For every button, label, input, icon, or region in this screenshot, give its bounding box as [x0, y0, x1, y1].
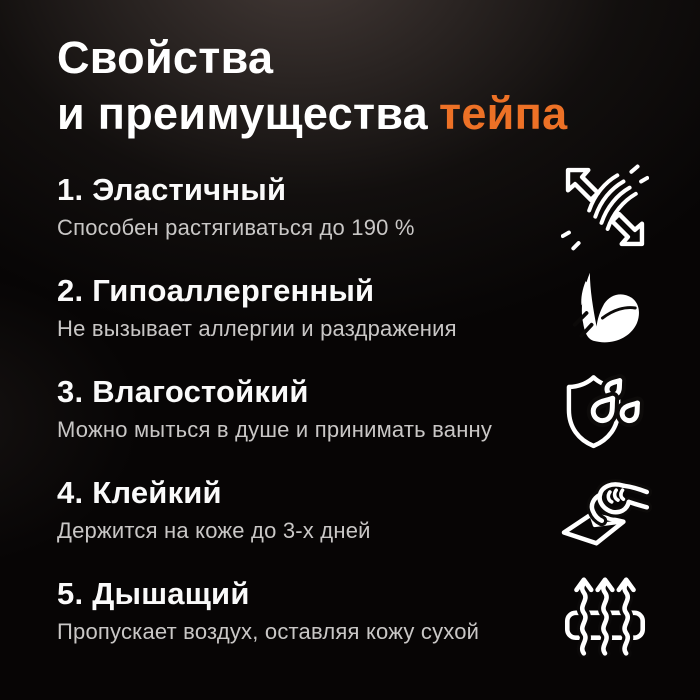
- feature-text: [57, 576, 557, 645]
- feature-heading: [57, 576, 547, 612]
- title-line2: и преимущества: [57, 87, 429, 139]
- feature-row-waterproof: [57, 366, 652, 452]
- feature-text: [57, 475, 557, 544]
- feature-row-hypoallergenic: [57, 265, 652, 351]
- feature-icon-box: [557, 164, 652, 250]
- feature-heading: [57, 475, 547, 511]
- feature-row-breathable: [57, 568, 652, 654]
- feature-row-elastic: [57, 164, 652, 250]
- feature-description: Не вызывает аллергии и раздражения: [57, 316, 457, 342]
- feature-text: [57, 273, 557, 342]
- feature-description: Можно мыться в душе и принимать ванну: [57, 417, 493, 443]
- title-accent-word: тейпа: [439, 87, 568, 139]
- breathing-tape-icon: [559, 565, 651, 657]
- title-line1: Свойства: [57, 32, 274, 83]
- feature-text: [57, 374, 557, 443]
- page-title: [57, 30, 652, 142]
- feature-icon-box: [557, 467, 652, 553]
- feature-number: 5.: [57, 576, 84, 612]
- feature-number: 2.: [57, 273, 84, 309]
- feature-heading: [57, 273, 547, 309]
- feature-number: 1.: [57, 172, 84, 208]
- feature-heading-label: Эластичный: [92, 172, 287, 208]
- feature-description: Держится на коже до 3-х дней: [57, 518, 371, 544]
- feature-heading: [57, 172, 547, 208]
- feature-icon-box: [557, 568, 652, 654]
- hand-apply-tape-icon: [557, 465, 652, 555]
- stretch-arrows-icon: [561, 163, 649, 251]
- feature-heading-label: Дышащий: [92, 576, 250, 612]
- feature-row-adhesive: [57, 467, 652, 553]
- feature-number: 4.: [57, 475, 84, 511]
- feather-icon: [560, 266, 650, 350]
- feature-heading-label: Гипоаллергенный: [92, 273, 375, 309]
- feature-text: [57, 172, 557, 241]
- feature-number: 3.: [57, 374, 84, 410]
- shield-water-drops-icon: [561, 364, 649, 454]
- feature-heading-label: Влагостойкий: [92, 374, 309, 410]
- feature-description: Пропускает воздух, оставляя кожу сухой: [57, 619, 480, 645]
- feature-description: Способен растягиваться до 190 %: [57, 215, 415, 241]
- feature-heading: [57, 374, 547, 410]
- feature-heading-label: Клейкий: [92, 475, 222, 511]
- feature-icon-box: [557, 265, 652, 351]
- feature-icon-box: [557, 366, 652, 452]
